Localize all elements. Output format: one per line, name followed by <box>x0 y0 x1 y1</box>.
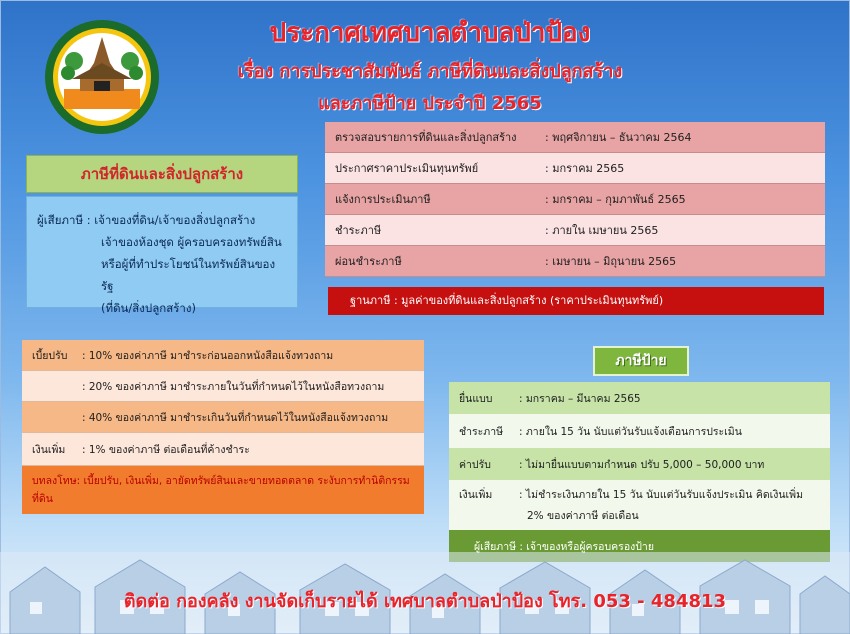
land-tax-description <box>26 196 298 315</box>
schedule-value: : มกราคม – กุมภาพันธ์ 2565 <box>545 193 686 206</box>
penalty-label: เงินเพิ่ม <box>32 443 66 456</box>
tax-base-banner: ฐานภาษี : มูลค่าของที่ดินและสิ่งปลูกสร้าง (ราคาประเมินทุนทรัพย์) <box>328 287 824 315</box>
sign-tax-text: : มกราคม – มีนาคม 2565 <box>519 392 641 405</box>
schedule-value: : เมษายน – มิถุนายน 2565 <box>545 255 677 268</box>
taxpayer-line-4: (ที่ดิน/สิ่งปลูกสร้าง) <box>101 301 196 315</box>
penalty-row <box>22 433 424 466</box>
schedule-value: : มกราคม 2565 <box>545 162 625 175</box>
taxpayer-label: ผู้เสียภาษี : <box>37 213 91 227</box>
schedule-value: : ภายใน เมษายน 2565 <box>545 224 659 237</box>
schedule-row <box>325 153 825 184</box>
schedule-row <box>325 122 825 153</box>
sign-tax-table <box>449 382 830 562</box>
sign-taxpayer-row: ผู้เสียภาษี : เจ้าของหรือผู้ครอบครองป้าย <box>449 530 830 562</box>
taxpayer-line-1 <box>37 209 287 231</box>
schedule-row <box>325 184 825 215</box>
penalty-text: : 1% ของค่าภาษี ต่อเดือนที่ค้างชำระ <box>82 443 250 456</box>
sign-tax-row <box>449 414 830 448</box>
taxpayer-line-2: เจ้าของห้องชุด ผู้ครอบครองทรัพย์สิน <box>101 235 282 249</box>
penalty-row <box>22 371 424 402</box>
announcement-year: และภาษีป้าย ประจำปี 2565 <box>318 93 542 114</box>
sign-tax-row <box>449 382 830 414</box>
sign-tax-text-line2: 2% ของค่าภาษี ต่อเดือน <box>527 510 639 522</box>
municipal-seal-icon <box>44 19 160 135</box>
penalty-text: : 40% ของค่าภาษี มาชำระเกินวันที่กำหนดไว้ในหนังสือแจ้งทวงถาม <box>82 411 389 424</box>
taxpayer-text: เจ้าของที่ดิน/เจ้าของสิ่งปลูกสร้าง <box>94 213 256 227</box>
land-tax-header: ภาษีที่ดินและสิ่งปลูกสร้าง <box>26 155 298 193</box>
schedule-label: ตรวจสอบรายการที่ดินและสิ่งปลูกสร้าง <box>335 131 517 144</box>
penalty-text: : 10% ของค่าภาษี มาชำระก่อนออกหนังสือแจ้งทวงถาม <box>82 349 334 362</box>
sign-tax-header: ภาษีป้าย <box>593 346 689 376</box>
penalty-label: เบี้ยปรับ <box>32 349 68 362</box>
sign-tax-label: ค่าปรับ <box>459 458 491 471</box>
sign-tax-text-line1: : ไม่ชำระเงินภายใน 15 วัน นับแต่วันรับแจ้งประเมิน คิดเงินเพิ่ม <box>519 489 803 501</box>
sign-tax-text: : ไม่มายื่นแบบตามกำหนด ปรับ 5,000 – 50,000 บาท <box>519 458 765 471</box>
schedule-table <box>325 122 825 277</box>
announcement-subject: เรื่อง การประชาสัมพันธ์ ภาษีที่ดินและสิ่งปลูกสร้าง <box>237 61 623 82</box>
taxpayer-line-3: หรือผู้ที่ทำประโยชน์ในทรัพย์สินของรัฐ <box>101 257 276 293</box>
schedule-label: ประกาศราคาประเมินทุนทรัพย์ <box>335 162 479 175</box>
penalty-note-text: บทลงโทษ: เบี้ยปรับ, เงินเพิ่ม, อายัดทรัพย์สินและขายทอดตลาด ระงับการทำนิติกรรมที่ดิน <box>32 475 410 505</box>
sign-tax-row <box>449 480 830 530</box>
penalties-table <box>22 340 424 514</box>
sign-tax-label: เงินเพิ่ม <box>459 489 493 501</box>
penalty-row <box>22 402 424 433</box>
schedule-label: แจ้งการประเมินภาษี <box>335 193 431 206</box>
contact-footer: ติดต่อ กองคลัง งานจัดเก็บรายได้ เทศบาลตำบลป่าป้อง โทร. 053 - 484813 <box>123 591 727 612</box>
sign-tax-label: ยื่นแบบ <box>459 392 493 405</box>
schedule-label: ผ่อนชำระภาษี <box>335 255 402 268</box>
penalty-row <box>22 340 424 371</box>
sign-tax-row <box>449 448 830 480</box>
sign-tax-text: : ภายใน 15 วัน นับแต่วันรับแจ้งเตือนการประเมิน <box>519 425 742 438</box>
schedule-row <box>325 246 825 277</box>
schedule-label: ชำระภาษี <box>335 224 382 237</box>
sign-tax-text <box>519 486 830 524</box>
penalty-note <box>22 466 424 514</box>
penalty-text: : 20% ของค่าภาษี มาชำระภายในวันที่กำหนดไว้ในหนังสือทวงถาม <box>82 380 385 393</box>
announcement-title: ประกาศเทศบาลตำบลป่าป้อง <box>269 18 591 48</box>
schedule-value: : พฤศจิกายน – ธันวาคม 2564 <box>545 131 692 144</box>
sign-tax-label: ชำระภาษี <box>459 425 504 438</box>
schedule-row <box>325 215 825 246</box>
